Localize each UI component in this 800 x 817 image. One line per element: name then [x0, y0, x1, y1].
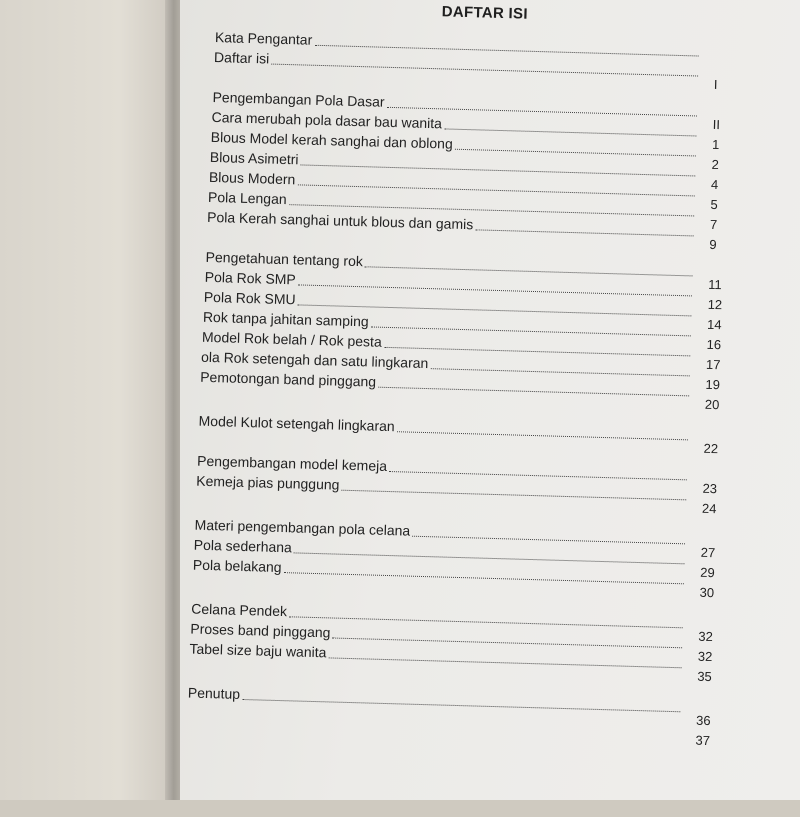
toc-leader-dots	[475, 227, 693, 236]
toc-leader-dots	[342, 488, 687, 501]
toc-entry-label: Model Rok belah / Rok pesta	[201, 328, 382, 350]
toc-entry-page-number: 16	[706, 336, 722, 353]
toc-entry-label: Penutup	[187, 684, 241, 702]
toc-entry-page-number: 32	[697, 648, 713, 665]
toc-entry-page-number: 32	[698, 628, 714, 645]
toc-entry-label: Tabel size baju wanita	[189, 640, 327, 661]
toc-entry-label: Blous Modern	[208, 168, 296, 188]
toc-entry-label: Pola Kerah sanghai untuk blous dan gamis	[206, 208, 474, 233]
toc-entry-label: Pola Rok SMU	[203, 288, 296, 308]
toc-entry-page-number: 35	[697, 668, 712, 685]
toc-entry-page-number: 9	[709, 236, 717, 253]
toc-entry-page-number: 29	[700, 564, 715, 581]
toc-page	[180, 0, 800, 800]
toc-leader-dots	[444, 126, 696, 136]
toc-entry-page-number: 2	[711, 156, 720, 173]
toc-content	[158, 0, 800, 817]
toc-entry-page-number: 36	[695, 712, 711, 729]
toc-leader-dots	[272, 62, 699, 77]
toc-entry-label: Blous Asimetri	[209, 148, 299, 168]
toc-leader-dots	[431, 366, 690, 376]
toc-leader-dots	[378, 385, 689, 397]
toc-entry-label: Kata Pengantar	[214, 28, 313, 48]
toc-entry-label: Pola belakang	[192, 556, 282, 576]
toc-entry-label: Pemotongan band pinggang	[200, 368, 377, 390]
toc-entry-label: Kemeja pias punggung	[196, 472, 340, 493]
toc-entry-label: Pola Lengan	[207, 188, 287, 208]
toc-entry-label: Blous Model kerah sanghai dan oblong	[210, 128, 453, 152]
toc-entry-page-number: 4	[710, 176, 719, 193]
toc-leader-dots	[412, 534, 685, 545]
toc-entry-page-number: 30	[699, 584, 715, 601]
toc-entry-page-number: 20	[704, 396, 720, 413]
toc-entry-label: Cara merubah pola dasar bau wanita	[211, 108, 443, 132]
toc-entry-label: Pola sederhana	[193, 536, 293, 556]
toc-entry-page-number: 27	[700, 544, 716, 561]
toc-entry-label: Model Kulot setengah lingkaran	[198, 412, 395, 435]
page-title: DAFTAR ISI	[441, 3, 529, 23]
toc-entry-page-number: 12	[707, 296, 723, 313]
toc-entry-page-number: 1	[711, 136, 720, 153]
toc-entry-label: Pola Rok SMP	[204, 268, 297, 288]
toc-entry-page-number: I	[713, 76, 718, 93]
toc-entry-label: Materi pengembangan pola celana	[194, 516, 411, 539]
toc-leader-dots	[329, 655, 682, 668]
toc-entry-label: Pengetahuan tentang rok	[205, 248, 364, 270]
toc-entry-page-number: 5	[710, 196, 718, 213]
toc-entry-page-number: II	[712, 116, 721, 133]
toc-entry-page-number: 11	[708, 276, 722, 293]
toc-entry-label: Celana Pendek	[191, 600, 288, 620]
toc-entry-page-number: 7	[709, 216, 718, 233]
toc-entry-page-number: 14	[706, 316, 722, 333]
toc-entry-label: Rok tanpa jahitan samping	[202, 308, 369, 330]
facing-page	[0, 0, 172, 800]
toc-entry-label: ola Rok setengah dan satu lingkaran	[200, 348, 429, 372]
toc-entry-page-number: 37	[695, 732, 711, 749]
toc-leader-dots	[397, 429, 688, 440]
toc-entry-label: Proses band pinggang	[190, 620, 331, 641]
toc-entry-page-number: 23	[702, 480, 718, 497]
toc-entry-page-number: 24	[701, 500, 717, 517]
toc-entry-page-number: 22	[703, 440, 719, 457]
toc-leader-dots	[455, 147, 696, 157]
toc-entry	[168, 412, 719, 457]
toc-entry-label: Pengembangan model kemeja	[196, 452, 388, 474]
toc-entry-page-number: 19	[705, 376, 721, 393]
toc-entry-page-number: 17	[705, 356, 721, 373]
toc-entry-label: Daftar isi	[213, 48, 270, 67]
toc-entry-label: Pengembangan Pola Dasar	[212, 88, 385, 110]
toc-leader-dots	[284, 570, 684, 584]
